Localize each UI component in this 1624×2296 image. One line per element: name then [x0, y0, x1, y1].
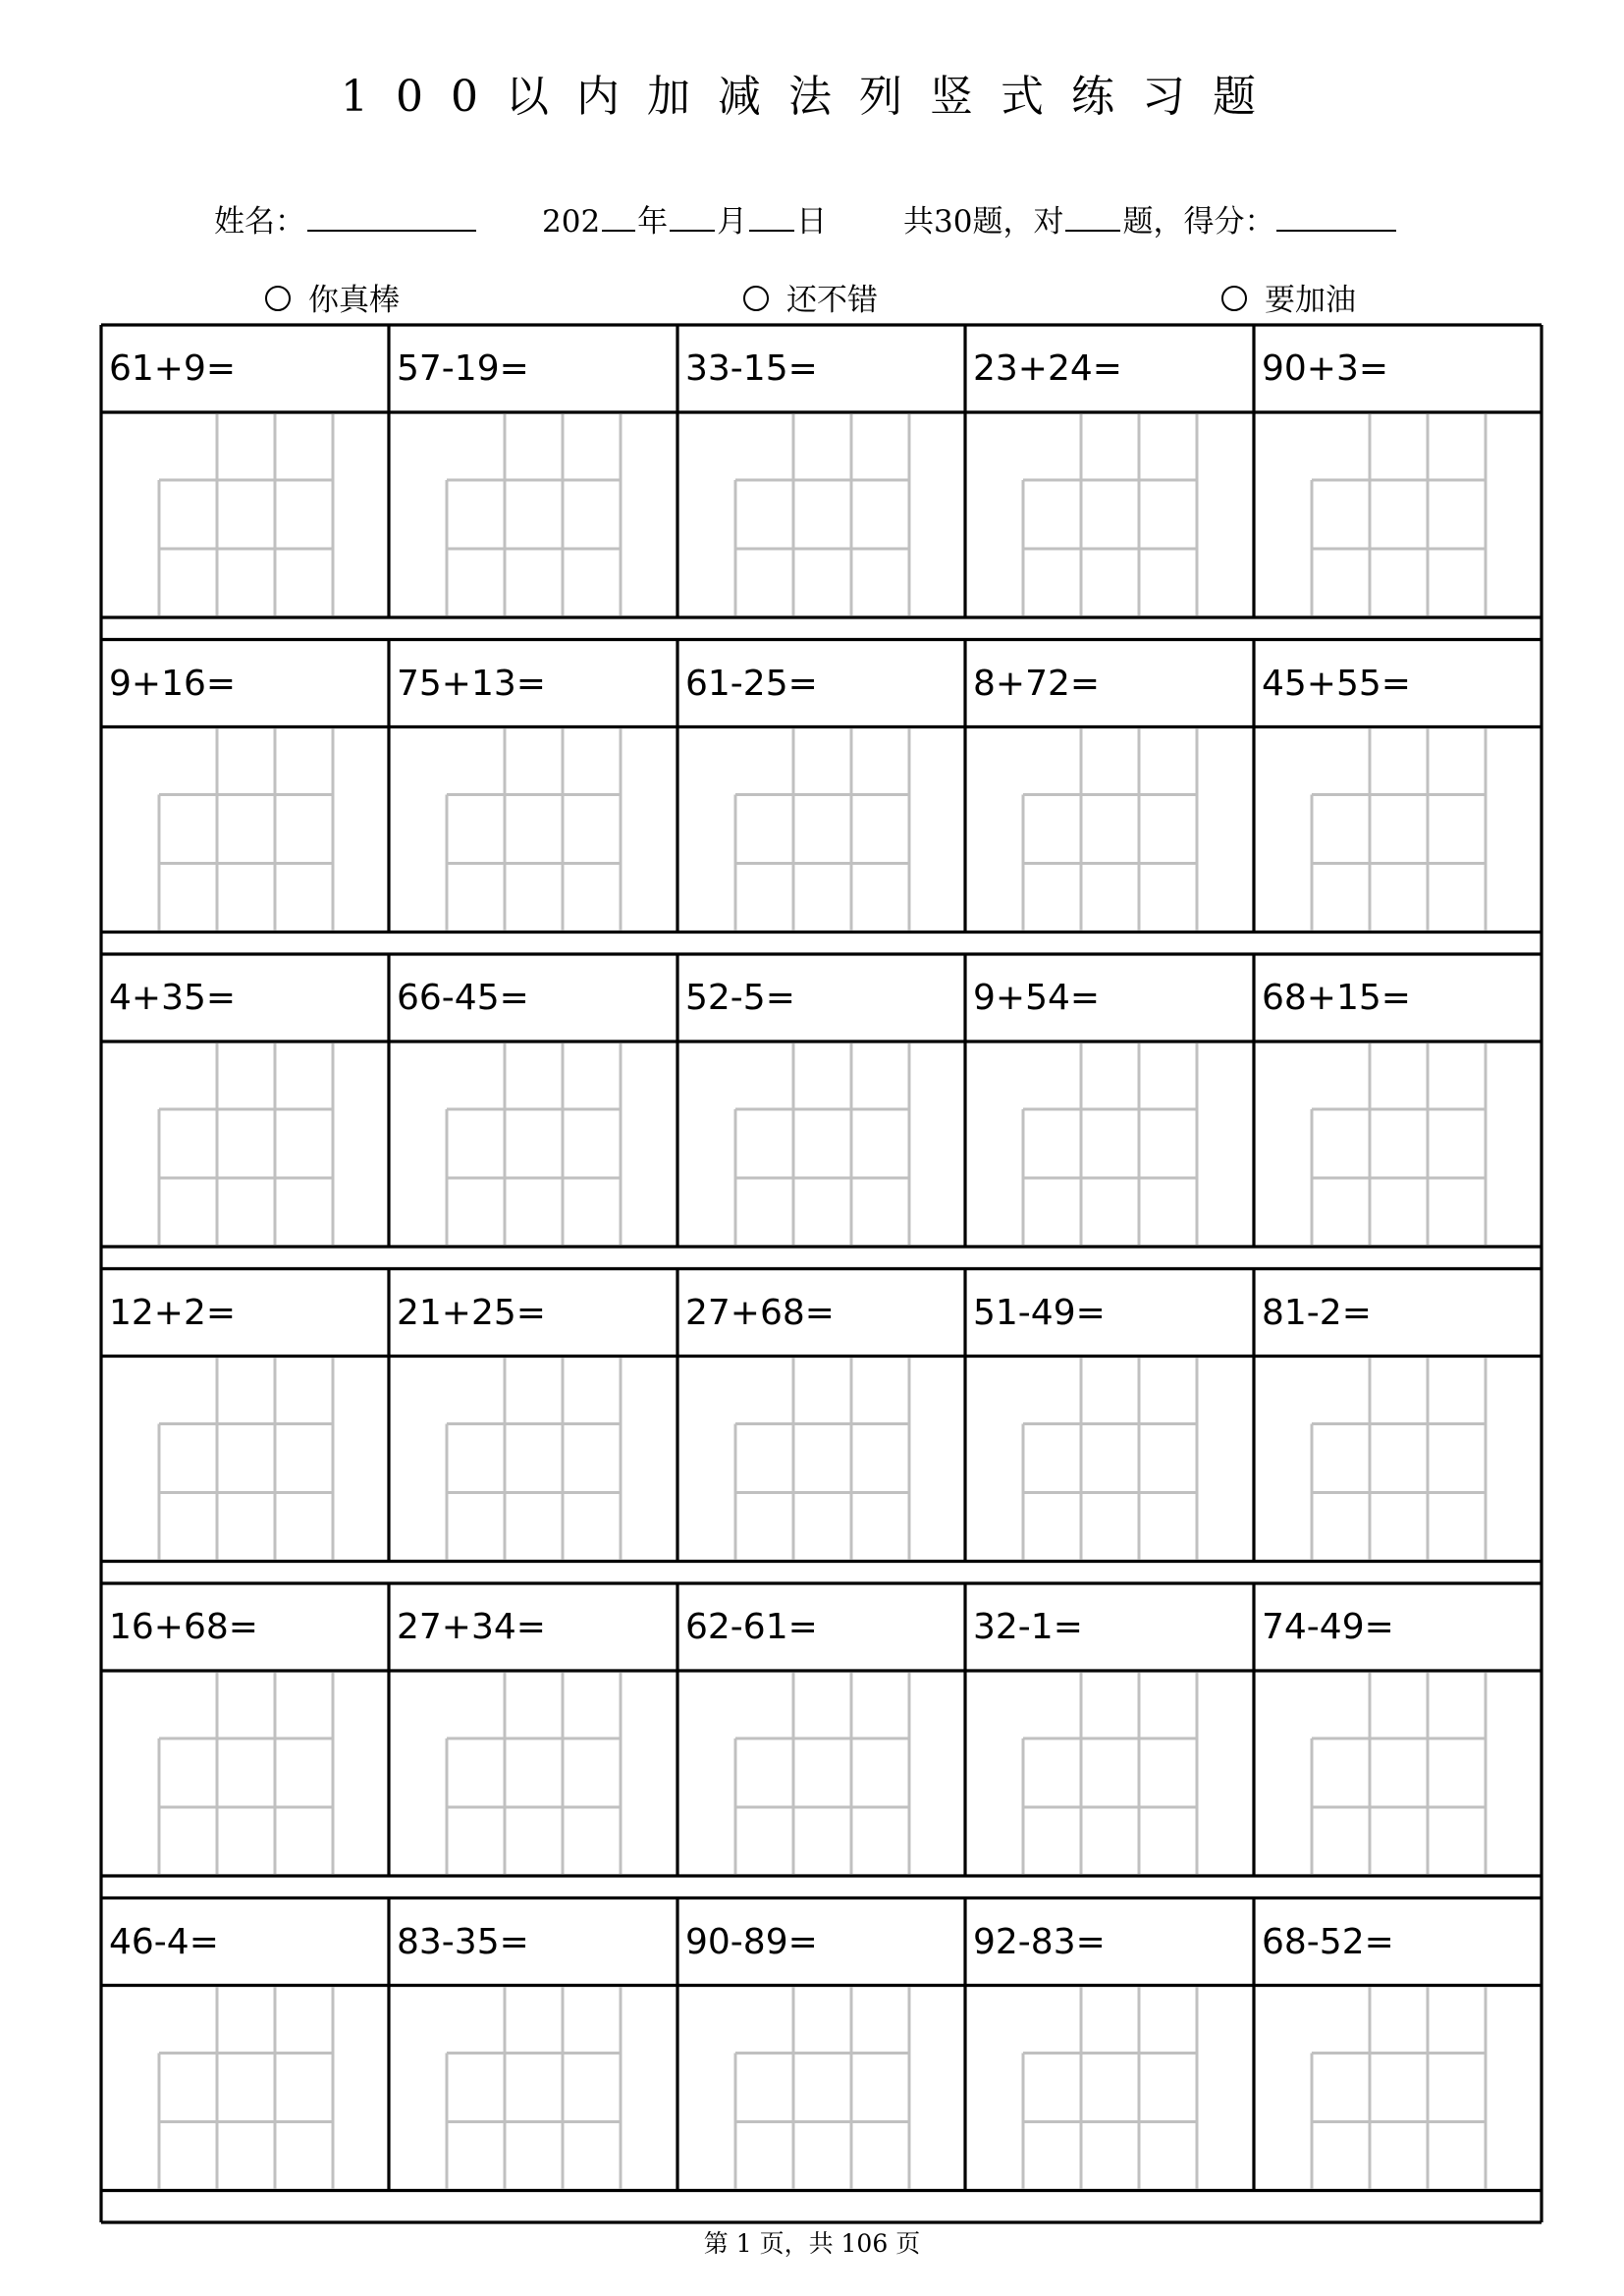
answer-work-area[interactable] [391, 1988, 676, 2189]
rating-option-good[interactable] [743, 275, 878, 318]
rating-label: 要加油 [1265, 283, 1356, 318]
answer-work-area[interactable] [391, 729, 676, 931]
problem-expression: 12+2= [109, 1292, 237, 1333]
year-label: 年 [637, 204, 669, 240]
problem-expression: 52-5= [685, 978, 795, 1018]
radio-circle-icon[interactable] [265, 286, 291, 311]
problem-expression: 61+9= [109, 348, 237, 389]
problem-expression: 8+72= [973, 663, 1101, 704]
day-label: 日 [796, 204, 828, 240]
problem-expression: 9+54= [973, 978, 1101, 1018]
name-field-group [214, 196, 478, 241]
problem-expression: 27+68= [685, 1292, 835, 1333]
answer-work-area[interactable] [1256, 729, 1540, 931]
answer-work-area[interactable] [967, 729, 1252, 931]
radio-circle-icon[interactable] [1221, 286, 1247, 311]
rating-label: 你真棒 [308, 283, 400, 318]
answer-work-area[interactable] [391, 414, 676, 615]
answer-work-area[interactable] [967, 1043, 1252, 1245]
answer-work-area[interactable] [103, 1043, 387, 1245]
total-label: 共30题，对 [903, 204, 1064, 240]
answer-work-area[interactable] [391, 1673, 676, 1874]
answer-work-area[interactable] [967, 1988, 1252, 2189]
rating-option-great[interactable] [265, 275, 400, 318]
problem-expression: 83-35= [397, 1921, 529, 1962]
answer-work-area[interactable] [1256, 1988, 1540, 2189]
name-label: 姓名： [214, 204, 305, 240]
month-blank[interactable] [670, 200, 715, 232]
problem-expression: 51-49= [973, 1292, 1106, 1333]
problem-expression: 68+15= [1262, 978, 1411, 1018]
answer-work-area[interactable] [103, 414, 387, 615]
answer-work-area[interactable] [967, 1673, 1252, 1874]
correct-suffix: 题，得分： [1122, 204, 1275, 240]
problem-expression: 90-89= [685, 1921, 818, 1962]
day-blank[interactable] [749, 200, 794, 232]
page-footer: 第 1 页，共 106 页 [703, 2229, 921, 2258]
answer-work-area[interactable] [679, 1673, 963, 1874]
page-title: 100以内加减法列竖式练习题 [341, 72, 1283, 122]
answer-work-area[interactable] [103, 1359, 387, 1560]
problem-expression: 66-45= [397, 978, 529, 1018]
problem-expression: 57-19= [397, 348, 529, 389]
answer-work-area[interactable] [1256, 1673, 1540, 1874]
problem-expression: 61-25= [685, 663, 818, 704]
problem-expression: 46-4= [109, 1921, 219, 1962]
radio-circle-icon[interactable] [743, 286, 769, 311]
problem-expression: 92-83= [973, 1921, 1106, 1962]
name-blank[interactable] [307, 200, 476, 232]
problem-expression: 33-15= [685, 348, 818, 389]
problem-expression: 16+68= [109, 1607, 258, 1647]
problem-expression: 9+16= [109, 663, 237, 704]
answer-work-area[interactable] [1256, 1043, 1540, 1245]
answer-work-area[interactable] [679, 1988, 963, 2189]
problem-expression: 4+35= [109, 978, 237, 1018]
answer-work-area[interactable] [103, 1673, 387, 1874]
problem-expression: 81-2= [1262, 1292, 1372, 1333]
answer-work-area[interactable] [679, 1359, 963, 1560]
problem-expression: 90+3= [1262, 348, 1389, 389]
problem-expression: 21+25= [397, 1292, 546, 1333]
answer-work-area[interactable] [1256, 414, 1540, 615]
month-label: 月 [717, 204, 748, 240]
answer-work-area[interactable] [103, 1988, 387, 2189]
problem-expression: 68-52= [1262, 1921, 1394, 1962]
year-prefix: 202 [542, 204, 601, 240]
answer-work-area[interactable] [391, 1043, 676, 1245]
problem-expression: 74-49= [1262, 1607, 1394, 1647]
problem-expression: 23+24= [973, 348, 1122, 389]
problem-expression: 45+55= [1262, 663, 1411, 704]
problem-expression: 32-1= [973, 1607, 1083, 1647]
problem-expression: 75+13= [397, 663, 546, 704]
correct-blank[interactable] [1065, 200, 1120, 232]
rating-label: 还不错 [786, 283, 878, 318]
problem-expression: 62-61= [685, 1607, 818, 1647]
answer-work-area[interactable] [1256, 1359, 1540, 1560]
answer-work-area[interactable] [679, 729, 963, 931]
problem-expression: 27+34= [397, 1607, 546, 1647]
rating-option-work-harder[interactable] [1221, 275, 1356, 318]
answer-work-area[interactable] [391, 1359, 676, 1560]
score-blank[interactable] [1276, 200, 1396, 232]
answer-work-area[interactable] [103, 729, 387, 931]
answer-work-area[interactable] [679, 414, 963, 615]
date-field-group [542, 196, 827, 241]
score-field-group [903, 196, 1398, 241]
answer-work-area[interactable] [679, 1043, 963, 1245]
answer-work-area[interactable] [967, 1359, 1252, 1560]
year-blank[interactable] [602, 200, 635, 232]
answer-work-area[interactable] [967, 414, 1252, 615]
